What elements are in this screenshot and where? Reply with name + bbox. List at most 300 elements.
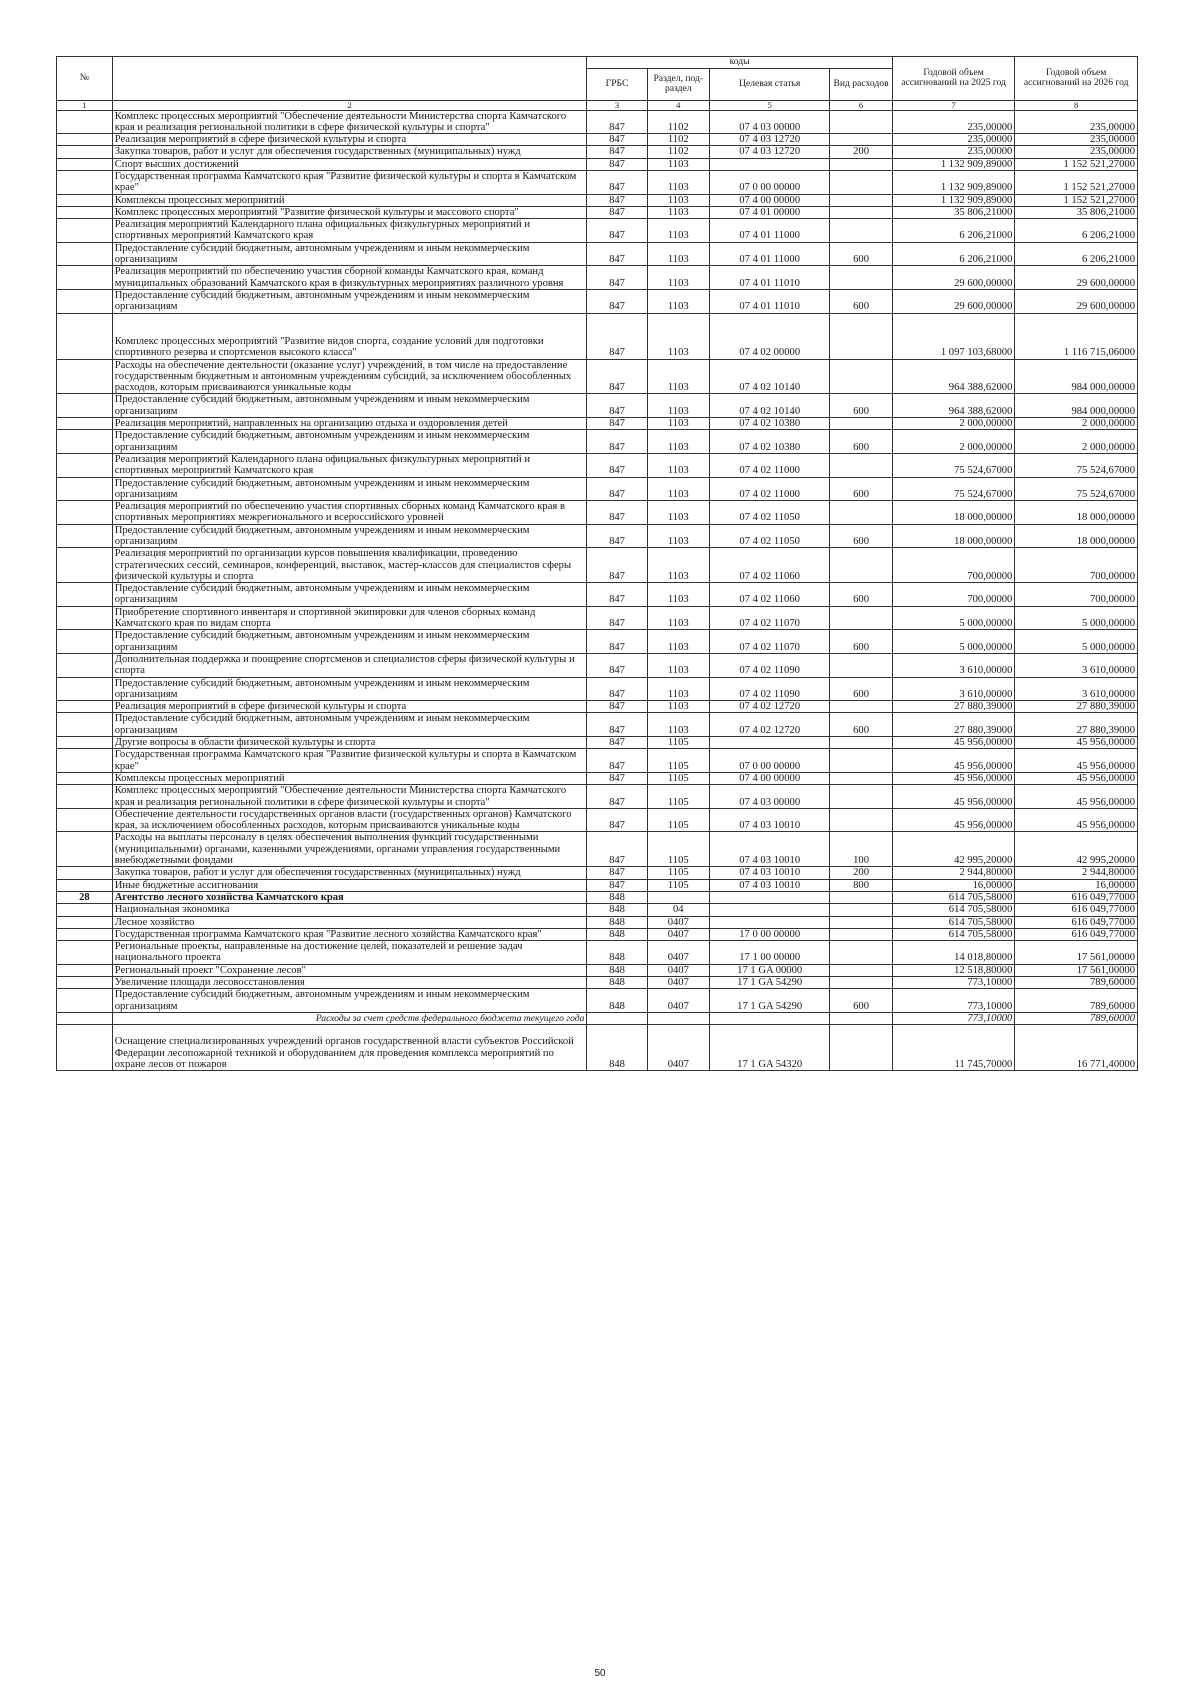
row-section: 04 <box>647 904 709 916</box>
row-name: Реализация мероприятий, направленных на организацию отдыха и оздоровления детей <box>112 418 587 430</box>
row-name: Реализация мероприятий в сфере физической культуры и спорта <box>112 134 587 146</box>
row-target: 07 4 02 00000 <box>710 313 830 359</box>
row-name: Предоставление субсидий бюджетным, автономным учреждениям и иным некоммерческим организациям <box>112 289 587 313</box>
row-amount-2026: 984 000,00000 <box>1015 359 1138 394</box>
table-row <box>57 146 1138 158</box>
row-section: 0407 <box>647 928 709 940</box>
row-amount-2026: 2 000,00000 <box>1015 430 1138 454</box>
row-name: Комплекс процессных мероприятий "Развитие видов спорта, создание условий для подготовки спортивного резерва и спортсменов высокого класса" <box>112 313 587 359</box>
row-type: 600 <box>830 430 892 454</box>
row-number <box>57 785 113 809</box>
row-grbs: 848 <box>587 904 647 916</box>
row-grbs: 847 <box>587 110 647 134</box>
row-type <box>830 194 892 206</box>
row-grbs: 847 <box>587 430 647 454</box>
row-grbs <box>587 1012 647 1024</box>
row-grbs: 848 <box>587 941 647 965</box>
row-type: 200 <box>830 146 892 158</box>
row-type <box>830 359 892 394</box>
row-type: 600 <box>830 242 892 266</box>
row-type <box>830 916 892 928</box>
row-target: 07 4 02 11090 <box>710 677 830 701</box>
row-target: 07 4 00 00000 <box>710 772 830 784</box>
row-amount-2026: 6 206,21000 <box>1015 242 1138 266</box>
row-target: 17 1 GA 54320 <box>710 1025 830 1071</box>
row-type <box>830 206 892 218</box>
table-row <box>57 394 1138 418</box>
row-grbs: 848 <box>587 964 647 976</box>
row-amount-2026: 75 524,67000 <box>1015 453 1138 477</box>
row-grbs: 847 <box>587 606 647 630</box>
row-section: 1102 <box>647 110 709 134</box>
row-number <box>57 916 113 928</box>
row-type <box>830 808 892 832</box>
row-name: Агентство лесного хозяйства Камчатского края <box>112 891 587 903</box>
row-amount-2026: 616 049,77000 <box>1015 928 1138 940</box>
row-name: Государственная программа Камчатского края "Развитие физической культуры и спорта в Камчатском крае" <box>112 170 587 194</box>
row-amount-2025: 45 956,00000 <box>892 737 1015 749</box>
row-amount-2025: 16,00000 <box>892 879 1015 891</box>
row-amount-2026: 700,00000 <box>1015 548 1138 583</box>
row-name: Предоставление субсидий бюджетным, автономным учреждениям и иным некоммерческим организациям <box>112 242 587 266</box>
row-target: 07 0 00 00000 <box>710 749 830 773</box>
row-name: Закупка товаров, работ и услуг для обеспечения государственных (муниципальных) нужд <box>112 867 587 879</box>
table-row <box>57 891 1138 903</box>
row-name: Обеспечение деятельности государственных органов власти (государственных органов) Камчатского края, за исключением обособленных расходов, которым присваиваются уникальные коды <box>112 808 587 832</box>
row-number <box>57 879 113 891</box>
row-amount-2025: 3 610,00000 <box>892 653 1015 677</box>
budget-table <box>56 56 1138 1071</box>
row-target: 07 4 01 11010 <box>710 266 830 290</box>
row-name: Предоставление субсидий бюджетным, автономным учреждениям и иным некоммерческим организациям <box>112 430 587 454</box>
row-section: 0407 <box>647 976 709 988</box>
row-target: 07 4 02 12720 <box>710 701 830 713</box>
row-amount-2026: 1 152 521,27000 <box>1015 194 1138 206</box>
header-num: № <box>57 57 113 101</box>
row-type <box>830 737 892 749</box>
row-grbs: 847 <box>587 677 647 701</box>
row-section: 1103 <box>647 430 709 454</box>
row-amount-2025: 235,00000 <box>892 110 1015 134</box>
table-row <box>57 737 1138 749</box>
row-name: Реализация мероприятий Календарного плана официальных физкультурных мероприятий и спортивных мероприятий Камчатского края <box>112 453 587 477</box>
row-amount-2026: 789,60000 <box>1015 989 1138 1013</box>
row-target: 07 4 02 11000 <box>710 453 830 477</box>
table-row <box>57 418 1138 430</box>
row-grbs: 847 <box>587 266 647 290</box>
row-target <box>710 904 830 916</box>
row-number <box>57 158 113 170</box>
row-amount-2025: 6 206,21000 <box>892 242 1015 266</box>
table-row <box>57 772 1138 784</box>
row-type: 600 <box>830 524 892 548</box>
row-target: 07 4 03 00000 <box>710 110 830 134</box>
row-section: 1103 <box>647 477 709 501</box>
row-type <box>830 418 892 430</box>
row-target: 07 4 02 11060 <box>710 548 830 583</box>
row-type <box>830 110 892 134</box>
row-amount-2026: 5 000,00000 <box>1015 630 1138 654</box>
row-type: 800 <box>830 879 892 891</box>
row-target: 07 4 02 10140 <box>710 394 830 418</box>
row-section: 1103 <box>647 266 709 290</box>
row-amount-2025: 45 956,00000 <box>892 808 1015 832</box>
row-type <box>830 653 892 677</box>
row-amount-2025: 2 000,00000 <box>892 418 1015 430</box>
row-type <box>830 749 892 773</box>
row-number <box>57 606 113 630</box>
row-amount-2025: 27 880,39000 <box>892 701 1015 713</box>
row-amount-2026: 789,60000 <box>1015 1012 1138 1024</box>
row-section: 1103 <box>647 418 709 430</box>
row-grbs: 847 <box>587 477 647 501</box>
row-type: 100 <box>830 832 892 867</box>
row-amount-2025: 29 600,00000 <box>892 289 1015 313</box>
row-amount-2026: 700,00000 <box>1015 583 1138 607</box>
row-amount-2025: 42 995,20000 <box>892 832 1015 867</box>
table-row <box>57 453 1138 477</box>
row-target: 17 1 GA 00000 <box>710 964 830 976</box>
row-target: 07 4 02 10380 <box>710 418 830 430</box>
row-type <box>830 219 892 243</box>
row-number <box>57 394 113 418</box>
table-row <box>57 1012 1138 1024</box>
table-row <box>57 206 1138 218</box>
row-type: 600 <box>830 583 892 607</box>
row-target: 07 4 00 00000 <box>710 194 830 206</box>
row-type <box>830 266 892 290</box>
row-section: 0407 <box>647 941 709 965</box>
row-grbs: 847 <box>587 832 647 867</box>
row-name: Предоставление субсидий бюджетным, автономным учреждениям и иным некоммерческим организациям <box>112 630 587 654</box>
row-grbs: 847 <box>587 879 647 891</box>
row-amount-2026: 235,00000 <box>1015 146 1138 158</box>
row-name: Предоставление субсидий бюджетным, автономным учреждениям и иным некоммерческим организациям <box>112 394 587 418</box>
row-number <box>57 808 113 832</box>
row-name: Региональный проект "Сохранение лесов" <box>112 964 587 976</box>
row-section: 1103 <box>647 170 709 194</box>
row-amount-2025: 700,00000 <box>892 548 1015 583</box>
row-section: 1103 <box>647 158 709 170</box>
row-number <box>57 772 113 784</box>
row-type <box>830 1012 892 1024</box>
row-target: 07 4 02 11060 <box>710 583 830 607</box>
row-target: 07 4 03 10010 <box>710 808 830 832</box>
row-amount-2026: 45 956,00000 <box>1015 737 1138 749</box>
row-target: 07 4 02 12720 <box>710 713 830 737</box>
row-amount-2026: 18 000,00000 <box>1015 501 1138 525</box>
row-target: 07 4 01 00000 <box>710 206 830 218</box>
row-section: 1105 <box>647 737 709 749</box>
row-amount-2025: 45 956,00000 <box>892 772 1015 784</box>
row-target <box>710 916 830 928</box>
row-name: Расходы на обеспечение деятельности (оказание услуг) учреждений, в том числе на предоставление государственным бюджетным и автономным учреждениям субсидий, за исключением обособленных расходов, которым присваиваются уникальные коды <box>112 359 587 394</box>
row-grbs: 847 <box>587 548 647 583</box>
row-name: Расходы за счет средств федерального бюджета текущего года <box>112 1012 587 1024</box>
row-amount-2025: 2 000,00000 <box>892 430 1015 454</box>
row-amount-2025: 29 600,00000 <box>892 266 1015 290</box>
row-amount-2026: 27 880,39000 <box>1015 701 1138 713</box>
row-target: 07 4 01 11000 <box>710 242 830 266</box>
row-amount-2026: 29 600,00000 <box>1015 266 1138 290</box>
row-grbs: 847 <box>587 772 647 784</box>
row-amount-2025: 235,00000 <box>892 146 1015 158</box>
header-number: 3 <box>587 100 647 110</box>
row-grbs: 847 <box>587 524 647 548</box>
row-name: Национальная экономика <box>112 904 587 916</box>
row-type <box>830 976 892 988</box>
row-amount-2025: 27 880,39000 <box>892 713 1015 737</box>
row-section: 1103 <box>647 630 709 654</box>
row-grbs: 847 <box>587 701 647 713</box>
row-amount-2026: 5 000,00000 <box>1015 606 1138 630</box>
row-grbs: 847 <box>587 713 647 737</box>
row-grbs: 847 <box>587 219 647 243</box>
row-grbs: 847 <box>587 194 647 206</box>
row-section: 1105 <box>647 808 709 832</box>
table-row <box>57 867 1138 879</box>
row-section: 0407 <box>647 916 709 928</box>
row-type: 600 <box>830 989 892 1013</box>
header-number-row <box>57 100 1138 110</box>
row-name: Комплексы процессных мероприятий <box>112 194 587 206</box>
row-type <box>830 928 892 940</box>
header-codes: коды <box>587 57 892 69</box>
table-row <box>57 904 1138 916</box>
row-amount-2025: 614 705,58000 <box>892 916 1015 928</box>
row-name: Комплекс процессных мероприятий "Обеспечение деятельности Министерства спорта Камчатского края и реализация региональной политики в сфере физической культуры и спорта" <box>112 785 587 809</box>
table-row <box>57 242 1138 266</box>
row-target: 07 4 01 11010 <box>710 289 830 313</box>
row-grbs: 847 <box>587 158 647 170</box>
row-amount-2025: 1 132 909,89000 <box>892 194 1015 206</box>
row-section: 1103 <box>647 501 709 525</box>
row-amount-2025: 773,10000 <box>892 989 1015 1013</box>
table-row <box>57 524 1138 548</box>
row-grbs: 847 <box>587 501 647 525</box>
row-section: 0407 <box>647 964 709 976</box>
row-number <box>57 266 113 290</box>
row-number <box>57 1025 113 1071</box>
row-grbs: 847 <box>587 785 647 809</box>
table-row <box>57 916 1138 928</box>
row-amount-2025: 614 705,58000 <box>892 928 1015 940</box>
header-number: 1 <box>57 100 113 110</box>
row-grbs: 847 <box>587 418 647 430</box>
row-amount-2026: 45 956,00000 <box>1015 808 1138 832</box>
row-grbs: 847 <box>587 359 647 394</box>
table-row <box>57 701 1138 713</box>
row-name: Государственная программа Камчатского края "Развитие лесного хозяйства Камчатского края" <box>112 928 587 940</box>
row-section: 1105 <box>647 867 709 879</box>
row-amount-2025: 3 610,00000 <box>892 677 1015 701</box>
row-amount-2025: 1 132 909,89000 <box>892 158 1015 170</box>
row-section: 1103 <box>647 653 709 677</box>
row-number <box>57 170 113 194</box>
row-type <box>830 964 892 976</box>
row-amount-2025: 45 956,00000 <box>892 749 1015 773</box>
table-row <box>57 928 1138 940</box>
row-amount-2026: 616 049,77000 <box>1015 916 1138 928</box>
table-row <box>57 158 1138 170</box>
row-section: 1103 <box>647 606 709 630</box>
row-name: Дополнительная поддержка и поощрение спортсменов и специалистов сферы физической культуры и спорта <box>112 653 587 677</box>
row-name: Реализация мероприятий по обеспечению участия сборной команды Камчатского края, команд муниципальных образований Камчатского края в физкультурных мероприятиях различного уровня <box>112 266 587 290</box>
row-amount-2026: 45 956,00000 <box>1015 772 1138 784</box>
header-grbs: ГРБС <box>587 68 647 100</box>
row-name: Оснащение специализированных учреждений органов государственной власти субъектов Российской Федерации лесопожарной техникой и оборудованием для проведения комплекса мероприятий по охране лесов от пожаров <box>112 1025 587 1071</box>
table-row <box>57 134 1138 146</box>
table-row <box>57 749 1138 773</box>
row-amount-2026: 17 561,00000 <box>1015 964 1138 976</box>
row-type: 600 <box>830 477 892 501</box>
row-type <box>830 785 892 809</box>
row-type <box>830 134 892 146</box>
row-section: 1103 <box>647 313 709 359</box>
table-row <box>57 501 1138 525</box>
row-amount-2026: 235,00000 <box>1015 110 1138 134</box>
table-row <box>57 359 1138 394</box>
row-number <box>57 219 113 243</box>
row-name: Предоставление субсидий бюджетным, автономным учреждениям и иным некоммерческим организациям <box>112 477 587 501</box>
row-amount-2026: 2 944,80000 <box>1015 867 1138 879</box>
row-name: Спорт высших достижений <box>112 158 587 170</box>
table-row <box>57 832 1138 867</box>
row-type <box>830 313 892 359</box>
row-name: Увеличение площади лесовосстановления <box>112 976 587 988</box>
row-name: Комплекс процессных мероприятий "Обеспечение деятельности Министерства спорта Камчатского края и реализация региональной политики в сфере физической культуры и спорта" <box>112 110 587 134</box>
row-type <box>830 1025 892 1071</box>
row-number <box>57 548 113 583</box>
row-target <box>710 158 830 170</box>
row-name: Предоставление субсидий бюджетным, автономным учреждениям и иным некоммерческим организациям <box>112 989 587 1013</box>
row-name: Предоставление субсидий бюджетным, автономным учреждениям и иным некоммерческим организациям <box>112 583 587 607</box>
row-amount-2026: 3 610,00000 <box>1015 677 1138 701</box>
row-section: 1103 <box>647 242 709 266</box>
row-amount-2025: 75 524,67000 <box>892 453 1015 477</box>
row-amount-2026: 1 152 521,27000 <box>1015 170 1138 194</box>
row-amount-2026: 1 152 521,27000 <box>1015 158 1138 170</box>
row-type: 600 <box>830 677 892 701</box>
row-amount-2025: 12 518,80000 <box>892 964 1015 976</box>
row-amount-2025: 700,00000 <box>892 583 1015 607</box>
row-amount-2026: 3 610,00000 <box>1015 653 1138 677</box>
row-grbs: 847 <box>587 453 647 477</box>
table-row <box>57 964 1138 976</box>
row-amount-2025: 18 000,00000 <box>892 501 1015 525</box>
page-number: 50 <box>594 1668 606 1679</box>
row-name: Приобретение спортивного инвентаря и спортивной экипировки для членов сборных команд Камчатского края по видам спорта <box>112 606 587 630</box>
row-amount-2026: 984 000,00000 <box>1015 394 1138 418</box>
row-amount-2025: 11 745,70000 <box>892 1025 1015 1071</box>
table-row <box>57 879 1138 891</box>
row-number <box>57 501 113 525</box>
table-row <box>57 110 1138 134</box>
row-number <box>57 737 113 749</box>
row-grbs: 847 <box>587 867 647 879</box>
row-section: 1103 <box>647 701 709 713</box>
row-name: Государственная программа Камчатского края "Развитие физической культуры и спорта в Камчатском крае" <box>112 749 587 773</box>
row-type <box>830 548 892 583</box>
table-row <box>57 430 1138 454</box>
row-number <box>57 430 113 454</box>
row-target: 07 4 02 11090 <box>710 653 830 677</box>
table-row <box>57 219 1138 243</box>
row-target <box>710 891 830 903</box>
budget-page <box>56 56 1146 1071</box>
row-type <box>830 501 892 525</box>
row-grbs: 847 <box>587 170 647 194</box>
row-amount-2025: 964 388,62000 <box>892 359 1015 394</box>
row-name: Реализация мероприятий Календарного плана официальных физкультурных мероприятий и спортивных мероприятий Камчатского края <box>112 219 587 243</box>
header-number: 7 <box>892 100 1015 110</box>
row-target: 07 4 01 11000 <box>710 219 830 243</box>
table-header <box>57 57 1138 111</box>
row-grbs: 847 <box>587 737 647 749</box>
row-amount-2025: 614 705,58000 <box>892 904 1015 916</box>
header-number: 4 <box>647 100 709 110</box>
row-target: 07 4 02 10380 <box>710 430 830 454</box>
row-target: 07 0 00 00000 <box>710 170 830 194</box>
row-amount-2026: 1 116 715,06000 <box>1015 313 1138 359</box>
row-name: Расходы на выплаты персоналу в целях обеспечения выполнения функций государственными (муниципальными) органами, казенными учреждениями, органами управления государственными внебюджетными фондами <box>112 832 587 867</box>
row-number <box>57 832 113 867</box>
row-grbs: 847 <box>587 630 647 654</box>
row-number <box>57 630 113 654</box>
row-amount-2026: 16,00000 <box>1015 879 1138 891</box>
table-row <box>57 477 1138 501</box>
row-amount-2025: 2 944,80000 <box>892 867 1015 879</box>
row-section: 1105 <box>647 879 709 891</box>
row-name: Реализация мероприятий по организации курсов повышения квалификации, проведению стратегических сессий, семинаров, конференций, выставок, мастер-классов для специалистов сферы физической культуры и спорта <box>112 548 587 583</box>
table-row <box>57 1025 1138 1071</box>
row-type <box>830 772 892 784</box>
row-type: 600 <box>830 630 892 654</box>
row-type: 600 <box>830 289 892 313</box>
row-name: Другие вопросы в области физической культуры и спорта <box>112 737 587 749</box>
row-name: Предоставление субсидий бюджетным, автономным учреждениям и иным некоммерческим организациям <box>112 524 587 548</box>
row-number <box>57 677 113 701</box>
row-amount-2026: 42 995,20000 <box>1015 832 1138 867</box>
row-section: 1103 <box>647 524 709 548</box>
row-name: Лесное хозяйство <box>112 916 587 928</box>
table-row <box>57 785 1138 809</box>
header-target: Целевая статья <box>710 68 830 100</box>
row-number <box>57 453 113 477</box>
table-row <box>57 313 1138 359</box>
row-type <box>830 941 892 965</box>
header-2025: Годовой объем ассигнований на 2025 год <box>892 57 1015 101</box>
table-row <box>57 941 1138 965</box>
table-row <box>57 713 1138 737</box>
row-type: 600 <box>830 713 892 737</box>
row-amount-2026: 6 206,21000 <box>1015 219 1138 243</box>
row-section: 1103 <box>647 453 709 477</box>
row-target <box>710 1012 830 1024</box>
row-number <box>57 146 113 158</box>
row-grbs: 848 <box>587 976 647 988</box>
row-amount-2025: 75 524,67000 <box>892 477 1015 501</box>
row-grbs: 848 <box>587 891 647 903</box>
row-section: 1102 <box>647 134 709 146</box>
row-number <box>57 206 113 218</box>
row-amount-2026: 27 880,39000 <box>1015 713 1138 737</box>
row-type <box>830 158 892 170</box>
header-number: 8 <box>1015 100 1138 110</box>
row-amount-2026: 616 049,77000 <box>1015 891 1138 903</box>
row-grbs: 848 <box>587 928 647 940</box>
row-target: 07 4 03 12720 <box>710 134 830 146</box>
